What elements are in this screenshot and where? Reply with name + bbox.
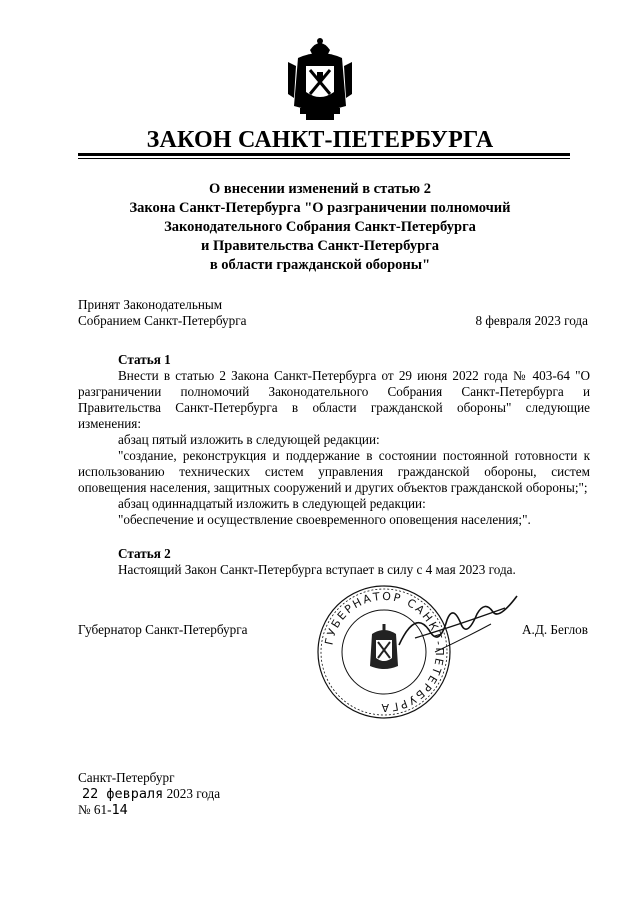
- coat-of-arms-icon: [284, 36, 356, 124]
- number-prefix: № 61-: [78, 802, 112, 817]
- subject-line: в области гражданской обороны": [209, 257, 431, 273]
- article-1-intro: Внести в статью 2 Закона Санкт-Петербурга от 29 июня 2022 года № 403-64 "О разграничении полномочий Законодательного Собрания Санкт-Петербурга и Правительства Санкт-Петербурга в области гражданской обороны" следующие изменения:: [78, 368, 590, 431]
- adopted-line: Собранием Санкт-Петербурга: [78, 313, 247, 328]
- adoption-block: [78, 297, 247, 329]
- adoption-date: 8 февраля 2023 года: [475, 313, 588, 328]
- article-1-heading: Статья 1: [118, 352, 171, 367]
- subject-line: и Правительства Санкт-Петербурга: [201, 238, 439, 254]
- handwritten-signature-icon: [395, 590, 520, 660]
- registration-number: [78, 802, 128, 818]
- signing-date: [82, 786, 220, 802]
- article-1-item2-text: "обеспечение и осуществление своевременного оповещения населения;".: [118, 512, 531, 527]
- article-1-item1-text: "создание, реконструкция и поддержание в состоянии постоянной готовности к использованию технических систем управления гражданской обороны, систем оповещения населения, защитных сооружений и других объектов гражданской обороны;";: [78, 448, 590, 495]
- subject-line: Закона Санкт-Петербурга "О разграничении полномочий: [129, 200, 511, 216]
- article-2-heading: Статья 2: [118, 546, 171, 561]
- law-subject: [80, 180, 560, 275]
- article-1-item1-intro: абзац пятый изложить в следующей редакции:: [118, 432, 380, 447]
- law-body: [78, 352, 590, 578]
- subject-line: Законодательного Собрания Санкт-Петербурга: [164, 219, 476, 235]
- title-rule-thin: [78, 158, 570, 159]
- seal-text: ГУБЕРНАТОР САНКТ-ПЕТЕРБУРГА: [322, 589, 447, 715]
- title-rule-thick: [78, 153, 570, 156]
- law-title: ЗАКОН САНКТ-ПЕТЕРБУРГА: [146, 127, 494, 153]
- signatory-position: Губернатор Санкт-Петербурга: [78, 622, 248, 637]
- date-year: 2023 года: [166, 786, 221, 801]
- subject-line: О внесении изменений в статью 2: [208, 181, 432, 197]
- article-1-item2-intro: абзац одиннадцатый изложить в следующей редакции:: [118, 496, 426, 511]
- adopted-line: Принят Законодательным: [78, 297, 223, 312]
- date-handwritten: 22 февраля: [82, 786, 164, 802]
- signatory-name: А.Д. Беглов: [522, 622, 588, 637]
- signing-place: Санкт-Петербург: [78, 770, 175, 785]
- article-2-text: Настоящий Закон Санкт-Петербурга вступает в силу с 4 мая 2023 года.: [118, 562, 516, 577]
- number-handwritten: 14: [111, 802, 128, 818]
